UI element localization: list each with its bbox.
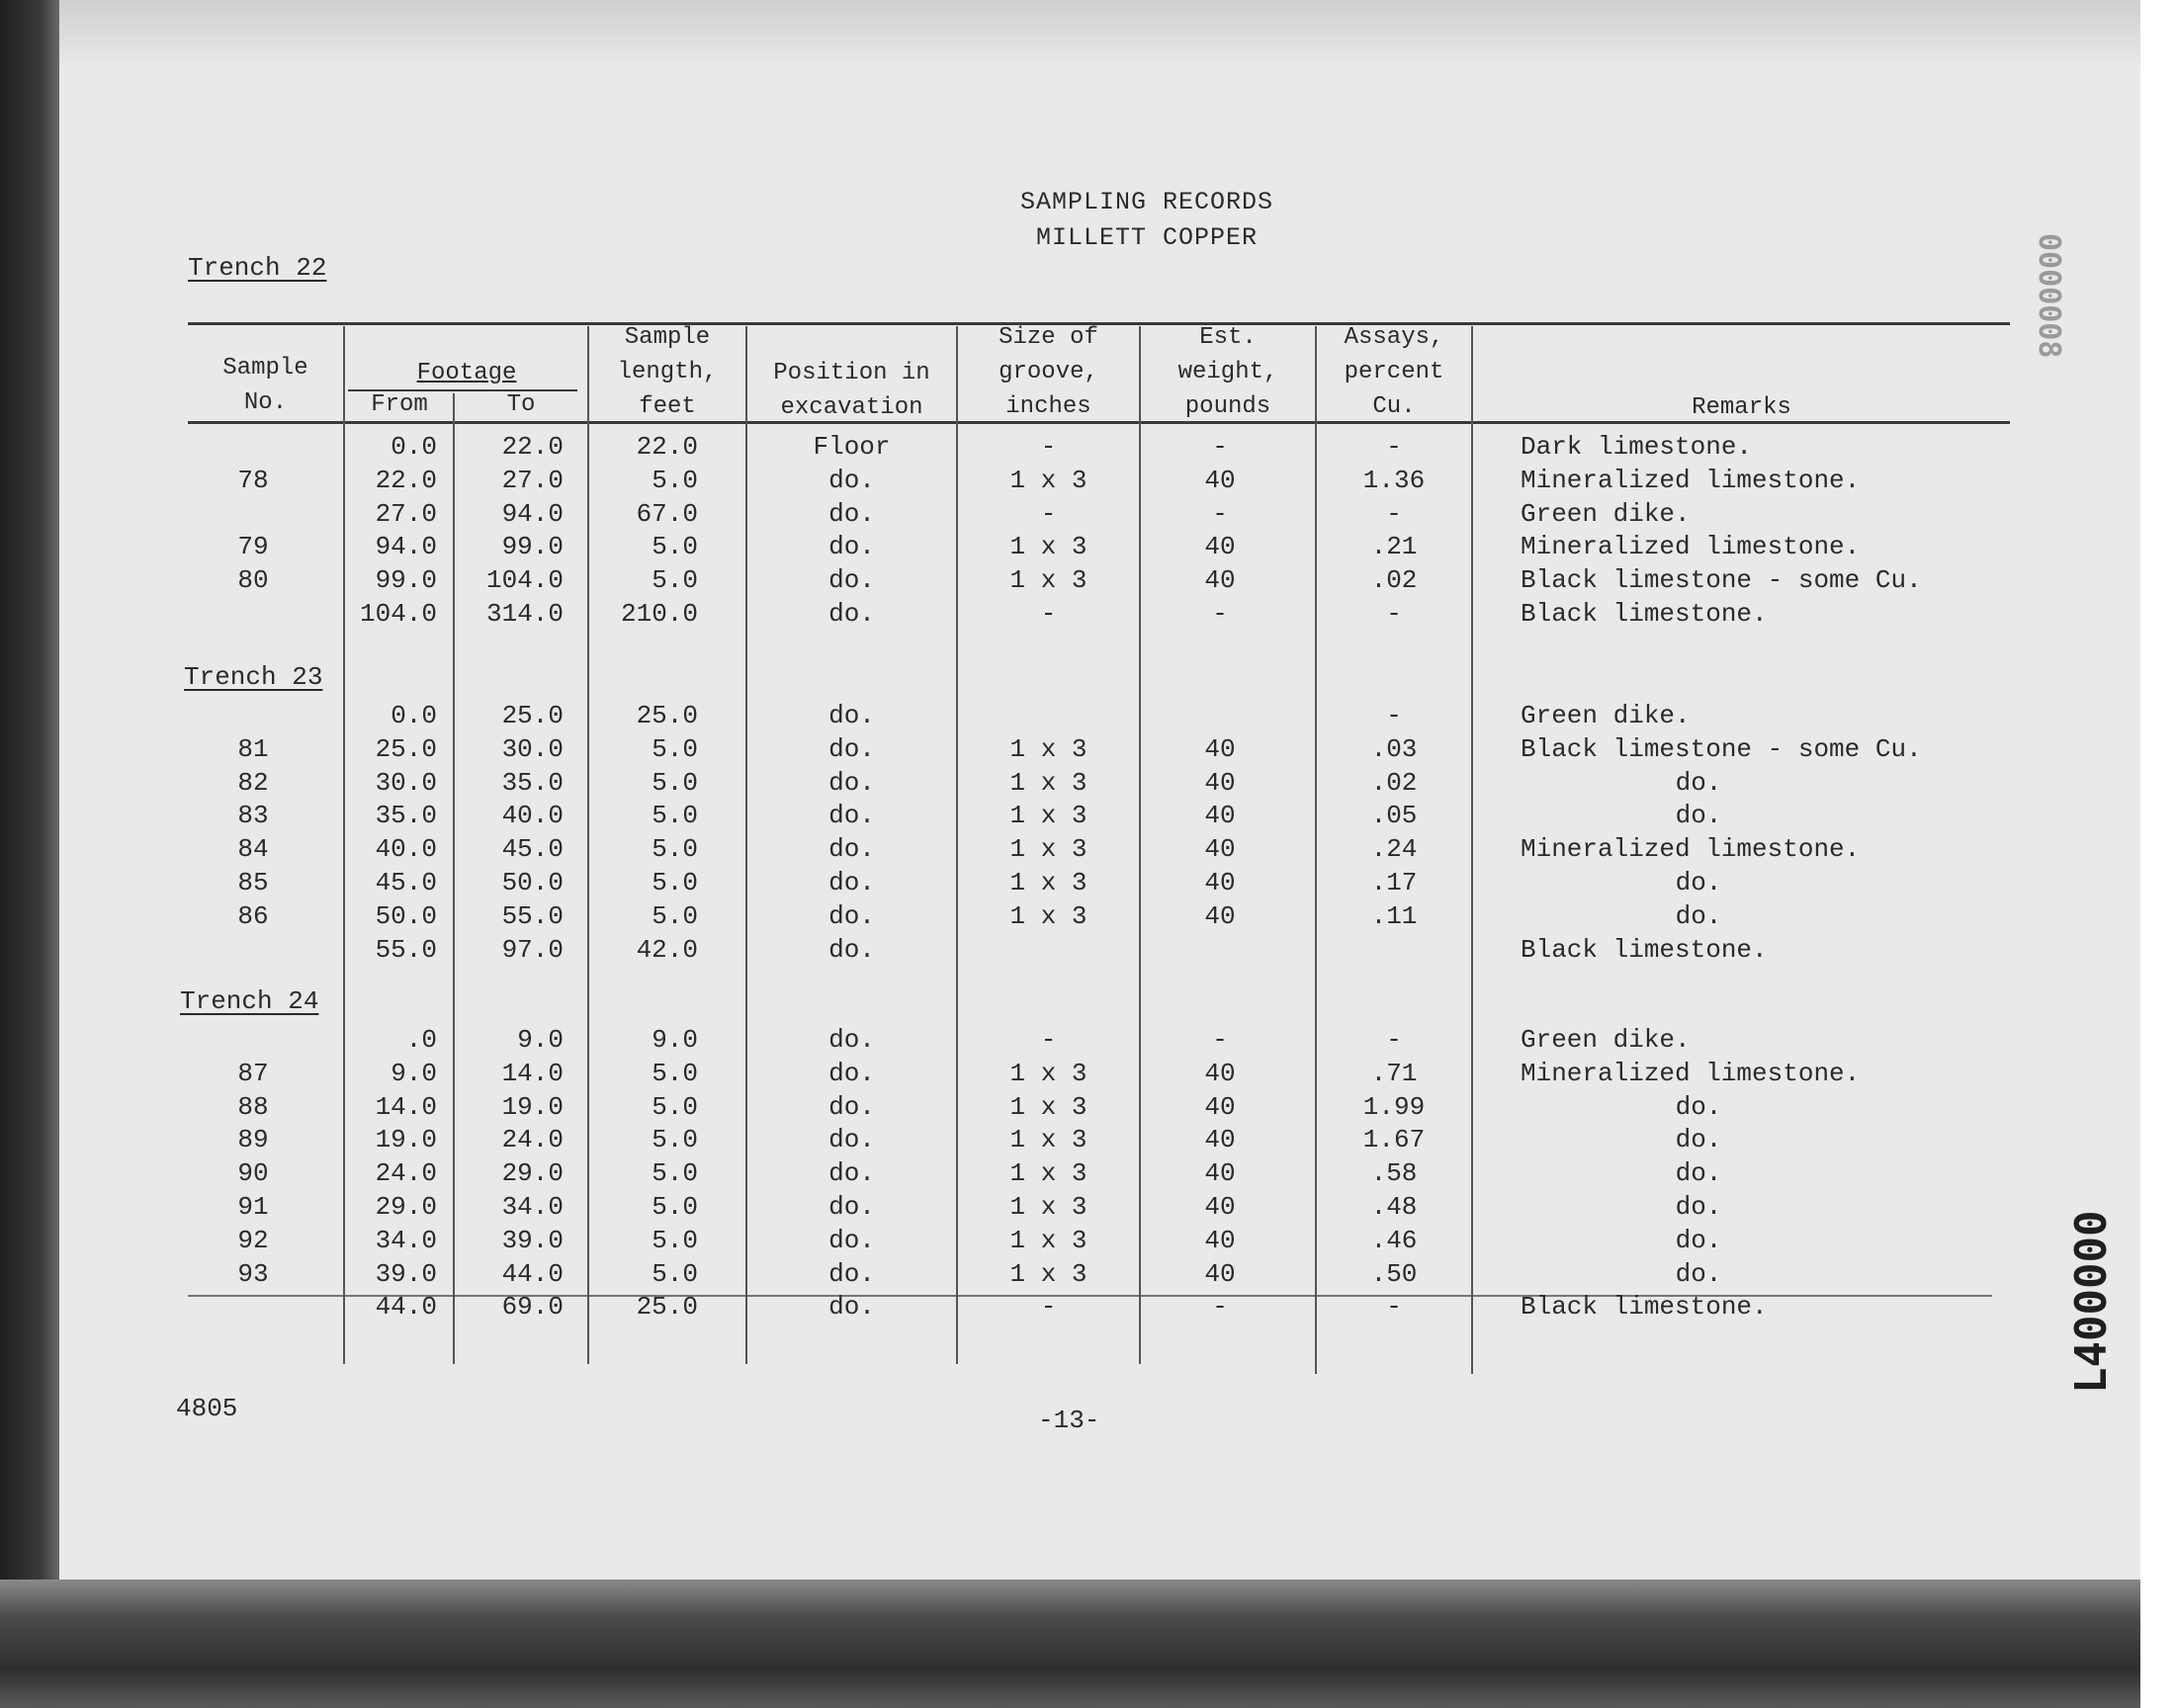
cell-groove: 1 x 3 [1009,1158,1088,1188]
cell-sample-no: 93 [237,1259,269,1289]
cell-length: 5.0 [652,734,698,764]
cell-length: 5.0 [652,1125,698,1154]
cell-assay: .11 [1370,901,1418,931]
cell-assay: .05 [1370,801,1418,830]
cell-position: do. [828,1059,875,1088]
side-id-bottom: L400000 [2066,1210,2117,1394]
cell-groove: 1 x 3 [1009,768,1088,798]
cell-groove: 1 x 3 [1009,868,1088,897]
cell-length: 42.0 [636,935,698,965]
cell-from: 0.0 [391,432,437,462]
cell-length: 5.0 [652,768,698,798]
cell-remarks: do. [1675,1092,1722,1122]
header-assays [1317,320,1471,424]
cell-remarks: Black limestone. [1521,599,1768,629]
cell-assay: .03 [1370,734,1418,764]
cell-to: 39.0 [501,1226,564,1255]
cell-weight: - [1212,499,1228,529]
header-assay-line2: percent [1344,359,1444,385]
cell-length: 67.0 [636,499,698,529]
cell-weight: - [1212,1292,1228,1322]
cell-position: do. [828,868,875,897]
cell-position: do. [828,1259,875,1289]
cell-remarks: Green dike. [1521,499,1691,529]
doc-number: 4805 [176,1394,238,1423]
cell-from: 29.0 [375,1192,437,1222]
cell-from: 99.0 [375,565,437,595]
cell-groove: - [1040,1025,1057,1055]
cell-groove: 1 x 3 [1009,1192,1088,1222]
cell-position: do. [828,801,875,830]
cell-position: do. [828,466,875,495]
cell-groove: 1 x 3 [1009,565,1088,595]
cell-groove: - [1040,432,1057,462]
header-assay-line1: Assays, [1344,324,1444,351]
column-divider-1 [343,326,345,1364]
cell-from: .0 [405,1025,437,1055]
cell-length: 5.0 [652,532,698,561]
cell-remarks: Dark limestone. [1521,432,1753,462]
cell-position: do. [828,1025,875,1055]
cell-position: do. [828,834,875,864]
cell-assay: - [1386,701,1402,730]
cell-remarks: do. [1675,868,1722,897]
cell-weight: - [1212,1025,1228,1055]
section-heading-trench-23: Trench 23 [184,662,323,692]
cell-length: 5.0 [652,901,698,931]
header-length-line2: length, [617,359,718,385]
header-groove-line1: Size of [999,324,1098,351]
doc-title-line1: SAMPLING RECORDS [1019,188,1274,216]
cell-sample-no: 83 [237,801,269,830]
cell-to: 27.0 [501,466,564,495]
cell-sample-no: 89 [237,1125,269,1154]
cell-to: 25.0 [501,701,564,730]
cell-sample-no: 82 [237,768,269,798]
cell-to: 69.0 [501,1292,564,1322]
scan-bottom-edge [0,1580,2140,1708]
cell-from: 25.0 [375,734,437,764]
cell-position: do. [828,532,875,561]
column-divider-2 [453,393,455,1364]
cell-length: 5.0 [652,1192,698,1222]
cell-length: 25.0 [636,1292,698,1322]
cell-length: 210.0 [620,599,698,629]
cell-groove: 1 x 3 [1009,1059,1088,1088]
cell-to: 94.0 [501,499,564,529]
cell-to: 40.0 [501,801,564,830]
header-groove-line3: inches [1005,393,1091,420]
cell-remarks: Mineralized limestone. [1521,1059,1861,1088]
cell-groove: 1 x 3 [1009,1259,1088,1289]
cell-assay: .02 [1370,768,1418,798]
cell-from: 44.0 [375,1292,437,1322]
cell-remarks: do. [1675,1192,1722,1222]
cell-sample-no: 79 [237,532,269,561]
cell-remarks: do. [1675,901,1722,931]
cell-to: 35.0 [501,768,564,798]
cell-from: 0.0 [391,701,437,730]
cell-sample-no: 80 [237,565,269,595]
cell-assay: .21 [1370,532,1418,561]
cell-assay: .50 [1370,1259,1418,1289]
cell-length: 25.0 [636,701,698,730]
cell-assay: .71 [1370,1059,1418,1088]
cell-to: 19.0 [501,1092,564,1122]
header-weight-line2: weight, [1177,359,1278,385]
cell-from: 104.0 [359,599,437,629]
cell-remarks: do. [1675,1125,1722,1154]
cell-remarks: Green dike. [1521,1025,1691,1055]
cell-sample-no: 85 [237,868,269,897]
cell-position: do. [828,1158,875,1188]
cell-to: 50.0 [501,868,564,897]
cell-to: 9.0 [517,1025,564,1055]
cell-position: do. [828,734,875,764]
cell-weight: 40 [1204,532,1236,561]
cell-assay: .58 [1370,1158,1418,1188]
header-assay-line3: Cu. [1372,393,1416,420]
cell-position: do. [828,1226,875,1255]
cell-to: 97.0 [501,935,564,965]
cell-to: 14.0 [501,1059,564,1088]
cell-sample-no: 88 [237,1092,269,1122]
cell-to: 30.0 [501,734,564,764]
cell-weight: 40 [1204,466,1236,495]
cell-weight: 40 [1204,1125,1236,1154]
column-divider-8 [1471,326,1473,1374]
cell-remarks: do. [1675,801,1722,830]
header-remarks: Remarks [1692,394,1791,421]
cell-assay: .17 [1370,868,1418,897]
cell-sample-no: 86 [237,901,269,931]
cell-to: 104.0 [485,565,564,595]
cell-from: 40.0 [375,834,437,864]
cell-position: do. [828,901,875,931]
cell-weight: 40 [1204,1092,1236,1122]
cell-groove: 1 x 3 [1009,834,1088,864]
cell-weight: 40 [1204,565,1236,595]
cell-sample-no: 92 [237,1226,269,1255]
cell-from: 34.0 [375,1226,437,1255]
cell-to: 99.0 [501,532,564,561]
cell-remarks: do. [1675,1226,1722,1255]
cell-position: do. [828,701,875,730]
column-divider-3 [587,326,589,1364]
cell-to: 29.0 [501,1158,564,1188]
side-id-top: 0000008 [2032,233,2066,359]
cell-length: 5.0 [652,801,698,830]
cell-length: 5.0 [652,1226,698,1255]
cell-remarks: do. [1675,768,1722,798]
cell-assay: .46 [1370,1226,1418,1255]
header-sample-length [589,320,745,424]
cell-sample-no: 81 [237,734,269,764]
cell-from: 94.0 [375,532,437,561]
cell-to: 44.0 [501,1259,564,1289]
cell-assay: - [1386,599,1402,629]
header-groove-line2: groove, [999,359,1098,385]
cell-position: do. [828,1292,875,1322]
header-weight [1141,320,1315,424]
cell-from: 45.0 [375,868,437,897]
cell-to: 24.0 [501,1125,564,1154]
cell-position: do. [828,1092,875,1122]
page-number: -13- [1038,1406,1100,1435]
cell-assay: .02 [1370,565,1418,595]
cell-from: 14.0 [375,1092,437,1122]
cell-remarks: Mineralized limestone. [1521,834,1861,864]
cell-weight: 40 [1204,1192,1236,1222]
header-position-line2: excavation [780,394,923,421]
cell-remarks: Black limestone. [1521,935,1768,965]
cell-remarks: Mineralized limestone. [1521,466,1861,495]
cell-length: 5.0 [652,1092,698,1122]
cell-sample-no: 90 [237,1158,269,1188]
header-length-line3: feet [639,393,696,420]
cell-groove: 1 x 3 [1009,901,1088,931]
cell-weight: 40 [1204,901,1236,931]
cell-length: 5.0 [652,1059,698,1088]
cell-remarks: Green dike. [1521,701,1691,730]
cell-assay: .48 [1370,1192,1418,1222]
cell-weight: 40 [1204,834,1236,864]
cell-assay: 1.99 [1362,1092,1426,1122]
cell-assay: .24 [1370,834,1418,864]
cell-groove: 1 x 3 [1009,466,1088,495]
cell-remarks: do. [1675,1158,1722,1188]
cell-length: 22.0 [636,432,698,462]
cell-assay: - [1386,499,1402,529]
cell-length: 5.0 [652,868,698,897]
cell-from: 39.0 [375,1259,437,1289]
header-position [747,356,956,425]
cell-from: 19.0 [375,1125,437,1154]
cell-assay: - [1386,1025,1402,1055]
cell-sample-no: 87 [237,1059,269,1088]
cell-to: 314.0 [485,599,564,629]
header-position-line1: Position in [773,360,930,386]
header-length-line1: Sample [624,324,711,351]
cell-sample-no: 91 [237,1192,269,1222]
cell-position: do. [828,768,875,798]
cell-from: 24.0 [375,1158,437,1188]
cell-from: 22.0 [375,466,437,495]
header-from: From [371,391,428,418]
cell-sample-no: 78 [237,466,269,495]
cell-from: 9.0 [391,1059,437,1088]
cell-remarks: do. [1675,1259,1722,1289]
cell-sample-no: 84 [237,834,269,864]
cell-groove: 1 x 3 [1009,1125,1088,1154]
header-sample-no-line1: Sample [222,355,308,382]
header-groove [958,320,1139,424]
cell-groove: - [1040,499,1057,529]
cell-groove: 1 x 3 [1009,1226,1088,1255]
cell-weight: 40 [1204,1059,1236,1088]
cell-length: 5.0 [652,565,698,595]
cell-groove: - [1040,599,1057,629]
section-heading-trench-24: Trench 24 [180,986,319,1016]
cell-length: 5.0 [652,1158,698,1188]
cell-groove: 1 x 3 [1009,801,1088,830]
cell-groove: 1 x 3 [1009,734,1088,764]
cell-weight: 40 [1204,768,1236,798]
cell-assay: 1.36 [1362,466,1426,495]
cell-weight: - [1212,432,1228,462]
cell-from: 50.0 [375,901,437,931]
cell-weight: 40 [1204,1259,1236,1289]
cell-position: Floor [813,432,891,462]
cell-groove: - [1040,1292,1057,1322]
cell-weight: 40 [1204,1226,1236,1255]
cell-assay: - [1386,432,1402,462]
scan-top-shadow [59,0,2140,69]
cell-length: 9.0 [652,1025,698,1055]
cell-position: do. [828,599,875,629]
cell-from: 27.0 [375,499,437,529]
cell-weight: 40 [1204,868,1236,897]
header-footage: Footage [416,360,517,386]
header-sample-no [188,351,343,420]
cell-length: 5.0 [652,834,698,864]
cell-length: 5.0 [652,1259,698,1289]
cell-assay: 1.67 [1362,1125,1426,1154]
section-heading-trench-22: Trench 22 [188,253,327,283]
cell-position: do. [828,565,875,595]
cell-remarks: Black limestone. [1521,1292,1768,1322]
cell-to: 22.0 [501,432,564,462]
cell-from: 35.0 [375,801,437,830]
cell-to: 45.0 [501,834,564,864]
header-weight-line3: pounds [1184,393,1271,420]
doc-title-line2: MILLETT COPPER [1035,223,1259,252]
cell-length: 5.0 [652,466,698,495]
cell-assay: - [1386,1292,1402,1322]
cell-position: do. [828,1192,875,1222]
cell-position: do. [828,1125,875,1154]
header-sample-no-line2: No. [243,389,288,416]
cell-weight: - [1212,599,1228,629]
cell-weight: 40 [1204,734,1236,764]
header-weight-line1: Est. [1199,324,1257,351]
cell-remarks: Black limestone - some Cu. [1521,734,1922,764]
cell-groove: 1 x 3 [1009,532,1088,561]
cell-from: 55.0 [375,935,437,965]
cell-position: do. [828,935,875,965]
cell-groove: 1 x 3 [1009,1092,1088,1122]
cell-remarks: Black limestone - some Cu. [1521,565,1922,595]
cell-to: 55.0 [501,901,564,931]
cell-from: 30.0 [375,768,437,798]
cell-remarks: Mineralized limestone. [1521,532,1861,561]
cell-weight: 40 [1204,801,1236,830]
header-to: To [506,391,536,418]
cell-position: do. [828,499,875,529]
scan-left-edge [0,0,59,1708]
cell-to: 34.0 [501,1192,564,1222]
cell-weight: 40 [1204,1158,1236,1188]
